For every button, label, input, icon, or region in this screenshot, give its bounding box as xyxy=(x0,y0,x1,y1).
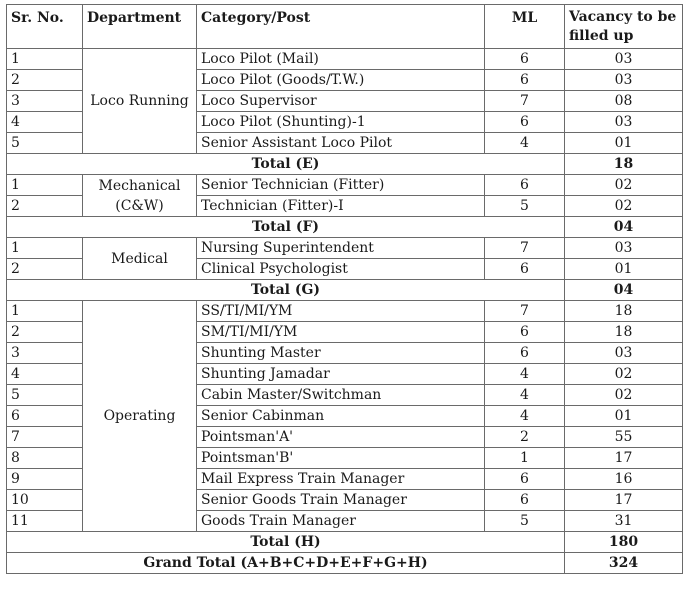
category-cell: Loco Pilot (Shunting)-1 xyxy=(197,112,485,133)
category-cell: Technician (Fitter)-I xyxy=(197,196,485,217)
ml-cell: 6 xyxy=(485,343,565,364)
total-value: 180 xyxy=(565,532,683,553)
ml-cell: 6 xyxy=(485,70,565,91)
ml-cell: 4 xyxy=(485,364,565,385)
total-label: Total (H) xyxy=(7,532,565,553)
vacancy-cell: 01 xyxy=(565,406,683,427)
vacancy-cell: 02 xyxy=(565,175,683,196)
department-cell xyxy=(83,49,197,154)
total-row xyxy=(7,154,683,175)
vacancy-table-container xyxy=(6,4,683,574)
header-ml: ML xyxy=(485,5,565,49)
ml-cell: 2 xyxy=(485,427,565,448)
grand-total-row xyxy=(7,553,683,574)
department-cell xyxy=(83,238,197,280)
ml-cell: 6 xyxy=(485,49,565,70)
vacancy-table xyxy=(6,4,683,574)
header-department: Department xyxy=(83,5,197,49)
category-cell: Pointsman'B' xyxy=(197,448,485,469)
vacancy-cell: 02 xyxy=(565,385,683,406)
category-cell: Senior Cabinman xyxy=(197,406,485,427)
table-body xyxy=(7,49,683,574)
category-cell: Clinical Psychologist xyxy=(197,259,485,280)
header-sr-no: Sr. No. xyxy=(7,5,83,49)
category-cell: Senior Assistant Loco Pilot xyxy=(197,133,485,154)
vacancy-cell: 03 xyxy=(565,49,683,70)
ml-cell: 7 xyxy=(485,301,565,322)
vacancy-cell: 03 xyxy=(565,70,683,91)
sr-no-cell: 3 xyxy=(7,343,83,364)
category-cell: Loco Pilot (Goods/T.W.) xyxy=(197,70,485,91)
category-cell: Mail Express Train Manager xyxy=(197,469,485,490)
category-cell: Shunting Jamadar xyxy=(197,364,485,385)
total-label: Total (E) xyxy=(7,154,565,175)
department-label: Mechanical (C&W) xyxy=(98,177,181,214)
total-row xyxy=(7,217,683,238)
department-cell xyxy=(83,175,197,217)
sr-no-cell: 3 xyxy=(7,91,83,112)
table-row xyxy=(7,49,683,70)
ml-cell: 5 xyxy=(485,196,565,217)
sr-no-cell: 8 xyxy=(7,448,83,469)
sr-no-cell: 10 xyxy=(7,490,83,511)
category-cell: Cabin Master/Switchman xyxy=(197,385,485,406)
sr-no-cell: 2 xyxy=(7,259,83,280)
total-label: Total (G) xyxy=(7,280,565,301)
vacancy-cell: 16 xyxy=(565,469,683,490)
ml-cell: 4 xyxy=(485,406,565,427)
ml-cell: 6 xyxy=(485,175,565,196)
sr-no-cell: 2 xyxy=(7,70,83,91)
ml-cell: 6 xyxy=(485,112,565,133)
category-cell: Loco Supervisor xyxy=(197,91,485,112)
vacancy-cell: 08 xyxy=(565,91,683,112)
header-row xyxy=(7,5,683,49)
header-category: Category/Post xyxy=(197,5,485,49)
category-cell: Nursing Superintendent xyxy=(197,238,485,259)
ml-cell: 1 xyxy=(485,448,565,469)
department-label: Operating xyxy=(103,408,176,424)
sr-no-cell: 2 xyxy=(7,196,83,217)
vacancy-cell: 17 xyxy=(565,490,683,511)
grand-total-value: 324 xyxy=(565,553,683,574)
sr-no-cell: 11 xyxy=(7,511,83,532)
category-cell: SM/TI/MI/YM xyxy=(197,322,485,343)
table-row xyxy=(7,301,683,322)
ml-cell: 6 xyxy=(485,322,565,343)
vacancy-cell: 02 xyxy=(565,196,683,217)
category-cell: Loco Pilot (Mail) xyxy=(197,49,485,70)
vacancy-cell: 18 xyxy=(565,322,683,343)
total-label: Total (F) xyxy=(7,217,565,238)
sr-no-cell: 1 xyxy=(7,238,83,259)
category-cell: Shunting Master xyxy=(197,343,485,364)
ml-cell: 7 xyxy=(485,238,565,259)
department-label: Medical xyxy=(111,250,168,267)
sr-no-cell: 1 xyxy=(7,301,83,322)
category-cell: Senior Technician (Fitter) xyxy=(197,175,485,196)
total-row xyxy=(7,532,683,553)
total-value: 04 xyxy=(565,217,683,238)
ml-cell: 6 xyxy=(485,490,565,511)
total-row xyxy=(7,280,683,301)
table-row xyxy=(7,238,683,259)
sr-no-cell: 7 xyxy=(7,427,83,448)
vacancy-cell: 03 xyxy=(565,112,683,133)
category-cell: Pointsman'A' xyxy=(197,427,485,448)
ml-cell: 6 xyxy=(485,259,565,280)
ml-cell: 5 xyxy=(485,511,565,532)
sr-no-cell: 9 xyxy=(7,469,83,490)
category-cell: Goods Train Manager xyxy=(197,511,485,532)
table-row xyxy=(7,175,683,196)
header-vacancy: Vacancy to be filled up xyxy=(565,5,683,49)
sr-no-cell: 4 xyxy=(7,364,83,385)
sr-no-cell: 1 xyxy=(7,175,83,196)
grand-total-label: Grand Total (A+B+C+D+E+F+G+H) xyxy=(7,553,565,574)
sr-no-cell: 5 xyxy=(7,385,83,406)
vacancy-cell: 03 xyxy=(565,343,683,364)
sr-no-cell: 4 xyxy=(7,112,83,133)
sr-no-cell: 5 xyxy=(7,133,83,154)
category-cell: SS/TI/MI/YM xyxy=(197,301,485,322)
ml-cell: 7 xyxy=(485,91,565,112)
total-value: 18 xyxy=(565,154,683,175)
vacancy-cell: 01 xyxy=(565,133,683,154)
sr-no-cell: 2 xyxy=(7,322,83,343)
vacancy-cell: 17 xyxy=(565,448,683,469)
total-value: 04 xyxy=(565,280,683,301)
vacancy-cell: 31 xyxy=(565,511,683,532)
sr-no-cell: 1 xyxy=(7,49,83,70)
vacancy-cell: 18 xyxy=(565,301,683,322)
sr-no-cell: 6 xyxy=(7,406,83,427)
department-cell xyxy=(83,301,197,532)
category-cell: Senior Goods Train Manager xyxy=(197,490,485,511)
ml-cell: 6 xyxy=(485,469,565,490)
vacancy-cell: 01 xyxy=(565,259,683,280)
vacancy-cell: 55 xyxy=(565,427,683,448)
ml-cell: 4 xyxy=(485,133,565,154)
department-label: Loco Running xyxy=(90,93,189,109)
ml-cell: 4 xyxy=(485,385,565,406)
vacancy-cell: 02 xyxy=(565,364,683,385)
vacancy-cell: 03 xyxy=(565,238,683,259)
